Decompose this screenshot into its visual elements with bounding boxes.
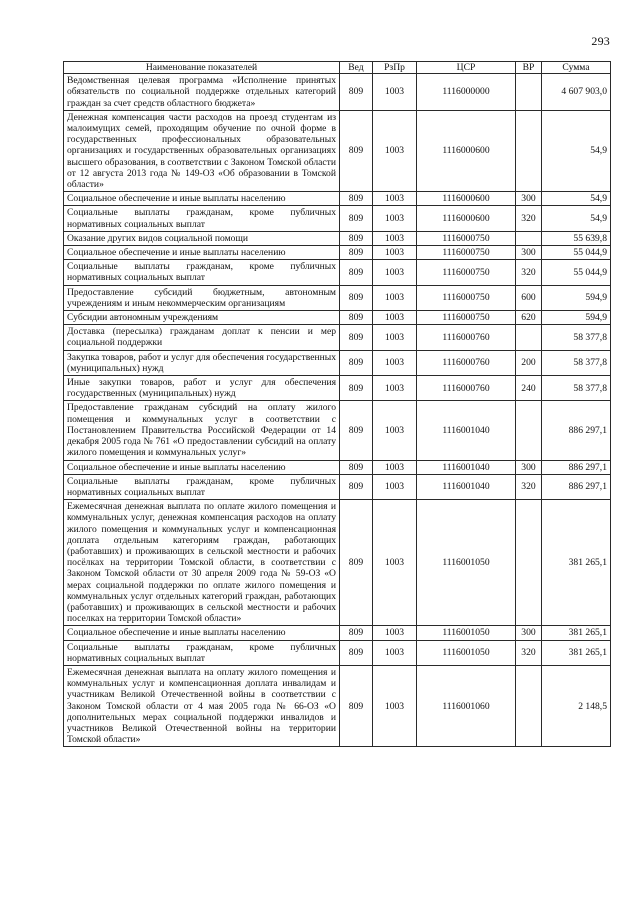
row-ved: 809 — [340, 260, 373, 285]
header-name: Наименование показателей — [64, 62, 340, 74]
table-row — [64, 285, 611, 310]
row-sum: 381 265,1 — [542, 640, 611, 665]
row-rzpr: 1003 — [373, 350, 417, 375]
row-name: Социальные выплаты гражданам, кроме публичных нормативных социальных выплат — [64, 474, 340, 499]
row-sum: 2 148,5 — [542, 665, 611, 746]
row-csr: 1116000750 — [417, 246, 516, 260]
row-name: Субсидии автономным учреждениям — [64, 311, 340, 325]
row-ved: 809 — [340, 206, 373, 231]
row-vr — [516, 231, 542, 245]
row-csr: 1116001040 — [417, 401, 516, 460]
row-sum: 58 377,8 — [542, 376, 611, 401]
row-csr: 1116000000 — [417, 74, 516, 111]
row-rzpr: 1003 — [373, 192, 417, 206]
row-vr: 300 — [516, 192, 542, 206]
row-sum: 58 377,8 — [542, 325, 611, 350]
row-rzpr: 1003 — [373, 626, 417, 640]
row-sum: 886 297,1 — [542, 401, 611, 460]
row-ved: 809 — [340, 665, 373, 746]
header-sum: Сумма — [542, 62, 611, 74]
row-csr: 1116000600 — [417, 110, 516, 191]
row-ved: 809 — [340, 325, 373, 350]
row-name: Предоставление гражданам субсидий на оплату жилого помещения и коммунальных услуг в соответствии с Постановлением Правительства Российской Федерации от 14 декабря 2005 года № 761 «О предоставлении субсидий на оплату жилого помещения и коммунальных услуг» — [64, 401, 340, 460]
table-row — [64, 350, 611, 375]
budget-table — [63, 61, 611, 747]
row-ved: 809 — [340, 640, 373, 665]
row-vr: 240 — [516, 376, 542, 401]
row-vr: 200 — [516, 350, 542, 375]
row-vr: 600 — [516, 285, 542, 310]
row-ved: 809 — [340, 350, 373, 375]
row-rzpr: 1003 — [373, 260, 417, 285]
row-vr: 320 — [516, 640, 542, 665]
row-csr: 1116000750 — [417, 231, 516, 245]
row-name: Доставка (пересылка) гражданам доплат к пенсии и мер социальной поддержки — [64, 325, 340, 350]
row-ved: 809 — [340, 376, 373, 401]
row-vr — [516, 401, 542, 460]
row-ved: 809 — [340, 246, 373, 260]
row-name: Социальное обеспечение и иные выплаты населению — [64, 460, 340, 474]
row-name: Иные закупки товаров, работ и услуг для обеспечения государственных (муниципальных) нужд — [64, 376, 340, 401]
table-body — [64, 74, 611, 747]
row-rzpr: 1003 — [373, 325, 417, 350]
row-csr: 1116000750 — [417, 311, 516, 325]
row-csr: 1116001040 — [417, 460, 516, 474]
row-vr: 300 — [516, 246, 542, 260]
row-name: Ежемесячная денежная выплата на оплату жилого помещения и коммунальных услуг и компенсационная доплата инвалидам и участникам Великой Отечественной войны в соответствии с Законом Томской области от 4 мая 2005 года № 66-ОЗ «О дополнительных мерах социальной поддержки инвалидов и участников Великой Отечественной войны на территории Томской области» — [64, 665, 340, 746]
row-rzpr: 1003 — [373, 460, 417, 474]
row-name: Социальные выплаты гражданам, кроме публичных нормативных социальных выплат — [64, 640, 340, 665]
row-ved: 809 — [340, 500, 373, 626]
table-row — [64, 192, 611, 206]
row-rzpr: 1003 — [373, 74, 417, 111]
row-ved: 809 — [340, 460, 373, 474]
row-rzpr: 1003 — [373, 231, 417, 245]
header-csr: ЦСР — [417, 62, 516, 74]
row-csr: 1116001050 — [417, 640, 516, 665]
row-sum: 886 297,1 — [542, 474, 611, 499]
row-vr — [516, 74, 542, 111]
row-name: Оказание других видов социальной помощи — [64, 231, 340, 245]
table-row — [64, 401, 611, 460]
row-sum: 55 044,9 — [542, 260, 611, 285]
row-csr: 1116001050 — [417, 626, 516, 640]
table-row — [64, 665, 611, 746]
table-row — [64, 260, 611, 285]
row-name: Денежная компенсация части расходов на проезд студентам из малоимущих семей, проходящим обучение по очной форме в государственных профессиональных образовательных организациях и государственных образовательных организациях высшего образования, в соответствии с Законом Томской области от 12 августа 2013 года № 149-ОЗ «Об образовании в Томской области» — [64, 110, 340, 191]
table-row — [64, 74, 611, 111]
row-ved: 809 — [340, 626, 373, 640]
row-name: Социальное обеспечение и иные выплаты населению — [64, 192, 340, 206]
header-rzpr: РзПр — [373, 62, 417, 74]
header-row — [64, 62, 611, 74]
row-vr — [516, 500, 542, 626]
row-vr — [516, 665, 542, 746]
row-sum: 381 265,1 — [542, 500, 611, 626]
row-rzpr: 1003 — [373, 401, 417, 460]
row-sum: 55 044,9 — [542, 246, 611, 260]
row-csr: 1116001050 — [417, 500, 516, 626]
table-row — [64, 626, 611, 640]
table-row — [64, 110, 611, 191]
table-row — [64, 460, 611, 474]
page-number: 293 — [591, 34, 610, 48]
row-name: Ведомственная целевая программа «Исполнение принятых обязательств по социальной поддержке отдельных категорий граждан за счет средств областного бюджета» — [64, 74, 340, 111]
row-name: Ежемесячная денежная выплата по оплате жилого помещения и коммунальных услуг, денежная компенсация расходов на оплату жилого помещения и коммунальных услуг и компенсационная доплата отдельным категориям граждан, работающих (работавших) и проживающих в сельской местности и рабочих посёлках на территории Томской области, в соответствии с Законом Томской области от 30 апреля 2009 года № 59-ОЗ «О мерах социальной поддержки по оплате жилого помещения и коммунальных услуг отдельных категорий граждан, работающих (работавших) и проживающих в сельской местности и рабочих поселках на территории Томской области» — [64, 500, 340, 626]
row-rzpr: 1003 — [373, 206, 417, 231]
row-ved: 809 — [340, 192, 373, 206]
row-name: Социальное обеспечение и иные выплаты населению — [64, 246, 340, 260]
table-row — [64, 246, 611, 260]
row-sum: 54,9 — [542, 206, 611, 231]
row-ved: 809 — [340, 74, 373, 111]
row-sum: 54,9 — [542, 192, 611, 206]
row-sum: 381 265,1 — [542, 626, 611, 640]
row-ved: 809 — [340, 231, 373, 245]
row-csr: 1116000760 — [417, 376, 516, 401]
row-name: Социальные выплаты гражданам, кроме публичных нормативных социальных выплат — [64, 206, 340, 231]
row-rzpr: 1003 — [373, 474, 417, 499]
table-row — [64, 206, 611, 231]
row-sum: 594,9 — [542, 311, 611, 325]
row-ved: 809 — [340, 401, 373, 460]
table-row — [64, 500, 611, 626]
row-rzpr: 1003 — [373, 640, 417, 665]
row-sum: 54,9 — [542, 110, 611, 191]
row-csr: 1116000760 — [417, 350, 516, 375]
row-csr: 1116000760 — [417, 325, 516, 350]
row-ved: 809 — [340, 311, 373, 325]
row-csr: 1116000750 — [417, 285, 516, 310]
row-vr: 300 — [516, 626, 542, 640]
row-ved: 809 — [340, 285, 373, 310]
table-row — [64, 640, 611, 665]
table-row — [64, 474, 611, 499]
row-name: Социальные выплаты гражданам, кроме публичных нормативных социальных выплат — [64, 260, 340, 285]
row-sum: 4 607 903,0 — [542, 74, 611, 111]
table-header — [64, 62, 611, 74]
row-vr — [516, 325, 542, 350]
row-rzpr: 1003 — [373, 311, 417, 325]
row-csr: 1116001040 — [417, 474, 516, 499]
row-sum: 55 639,8 — [542, 231, 611, 245]
row-csr: 1116000600 — [417, 192, 516, 206]
row-csr: 1116000600 — [417, 206, 516, 231]
row-ved: 809 — [340, 110, 373, 191]
row-rzpr: 1003 — [373, 376, 417, 401]
header-ved: Вед — [340, 62, 373, 74]
row-rzpr: 1003 — [373, 285, 417, 310]
row-name: Закупка товаров, работ и услуг для обеспечения государственных (муниципальных) нужд — [64, 350, 340, 375]
row-vr — [516, 110, 542, 191]
row-rzpr: 1003 — [373, 246, 417, 260]
table-row — [64, 231, 611, 245]
row-sum: 594,9 — [542, 285, 611, 310]
row-vr: 620 — [516, 311, 542, 325]
row-csr: 1116001060 — [417, 665, 516, 746]
row-rzpr: 1003 — [373, 665, 417, 746]
row-sum: 58 377,8 — [542, 350, 611, 375]
row-sum: 886 297,1 — [542, 460, 611, 474]
row-vr: 320 — [516, 260, 542, 285]
table-row — [64, 311, 611, 325]
row-vr: 320 — [516, 206, 542, 231]
table-row — [64, 325, 611, 350]
row-ved: 809 — [340, 474, 373, 499]
row-rzpr: 1003 — [373, 500, 417, 626]
row-name: Социальное обеспечение и иные выплаты населению — [64, 626, 340, 640]
row-vr: 300 — [516, 460, 542, 474]
row-rzpr: 1003 — [373, 110, 417, 191]
table-row — [64, 376, 611, 401]
header-vr: ВР — [516, 62, 542, 74]
row-name: Предоставление субсидий бюджетным, автономным учреждениям и иным некоммерческим организациям — [64, 285, 340, 310]
row-vr: 320 — [516, 474, 542, 499]
row-csr: 1116000750 — [417, 260, 516, 285]
